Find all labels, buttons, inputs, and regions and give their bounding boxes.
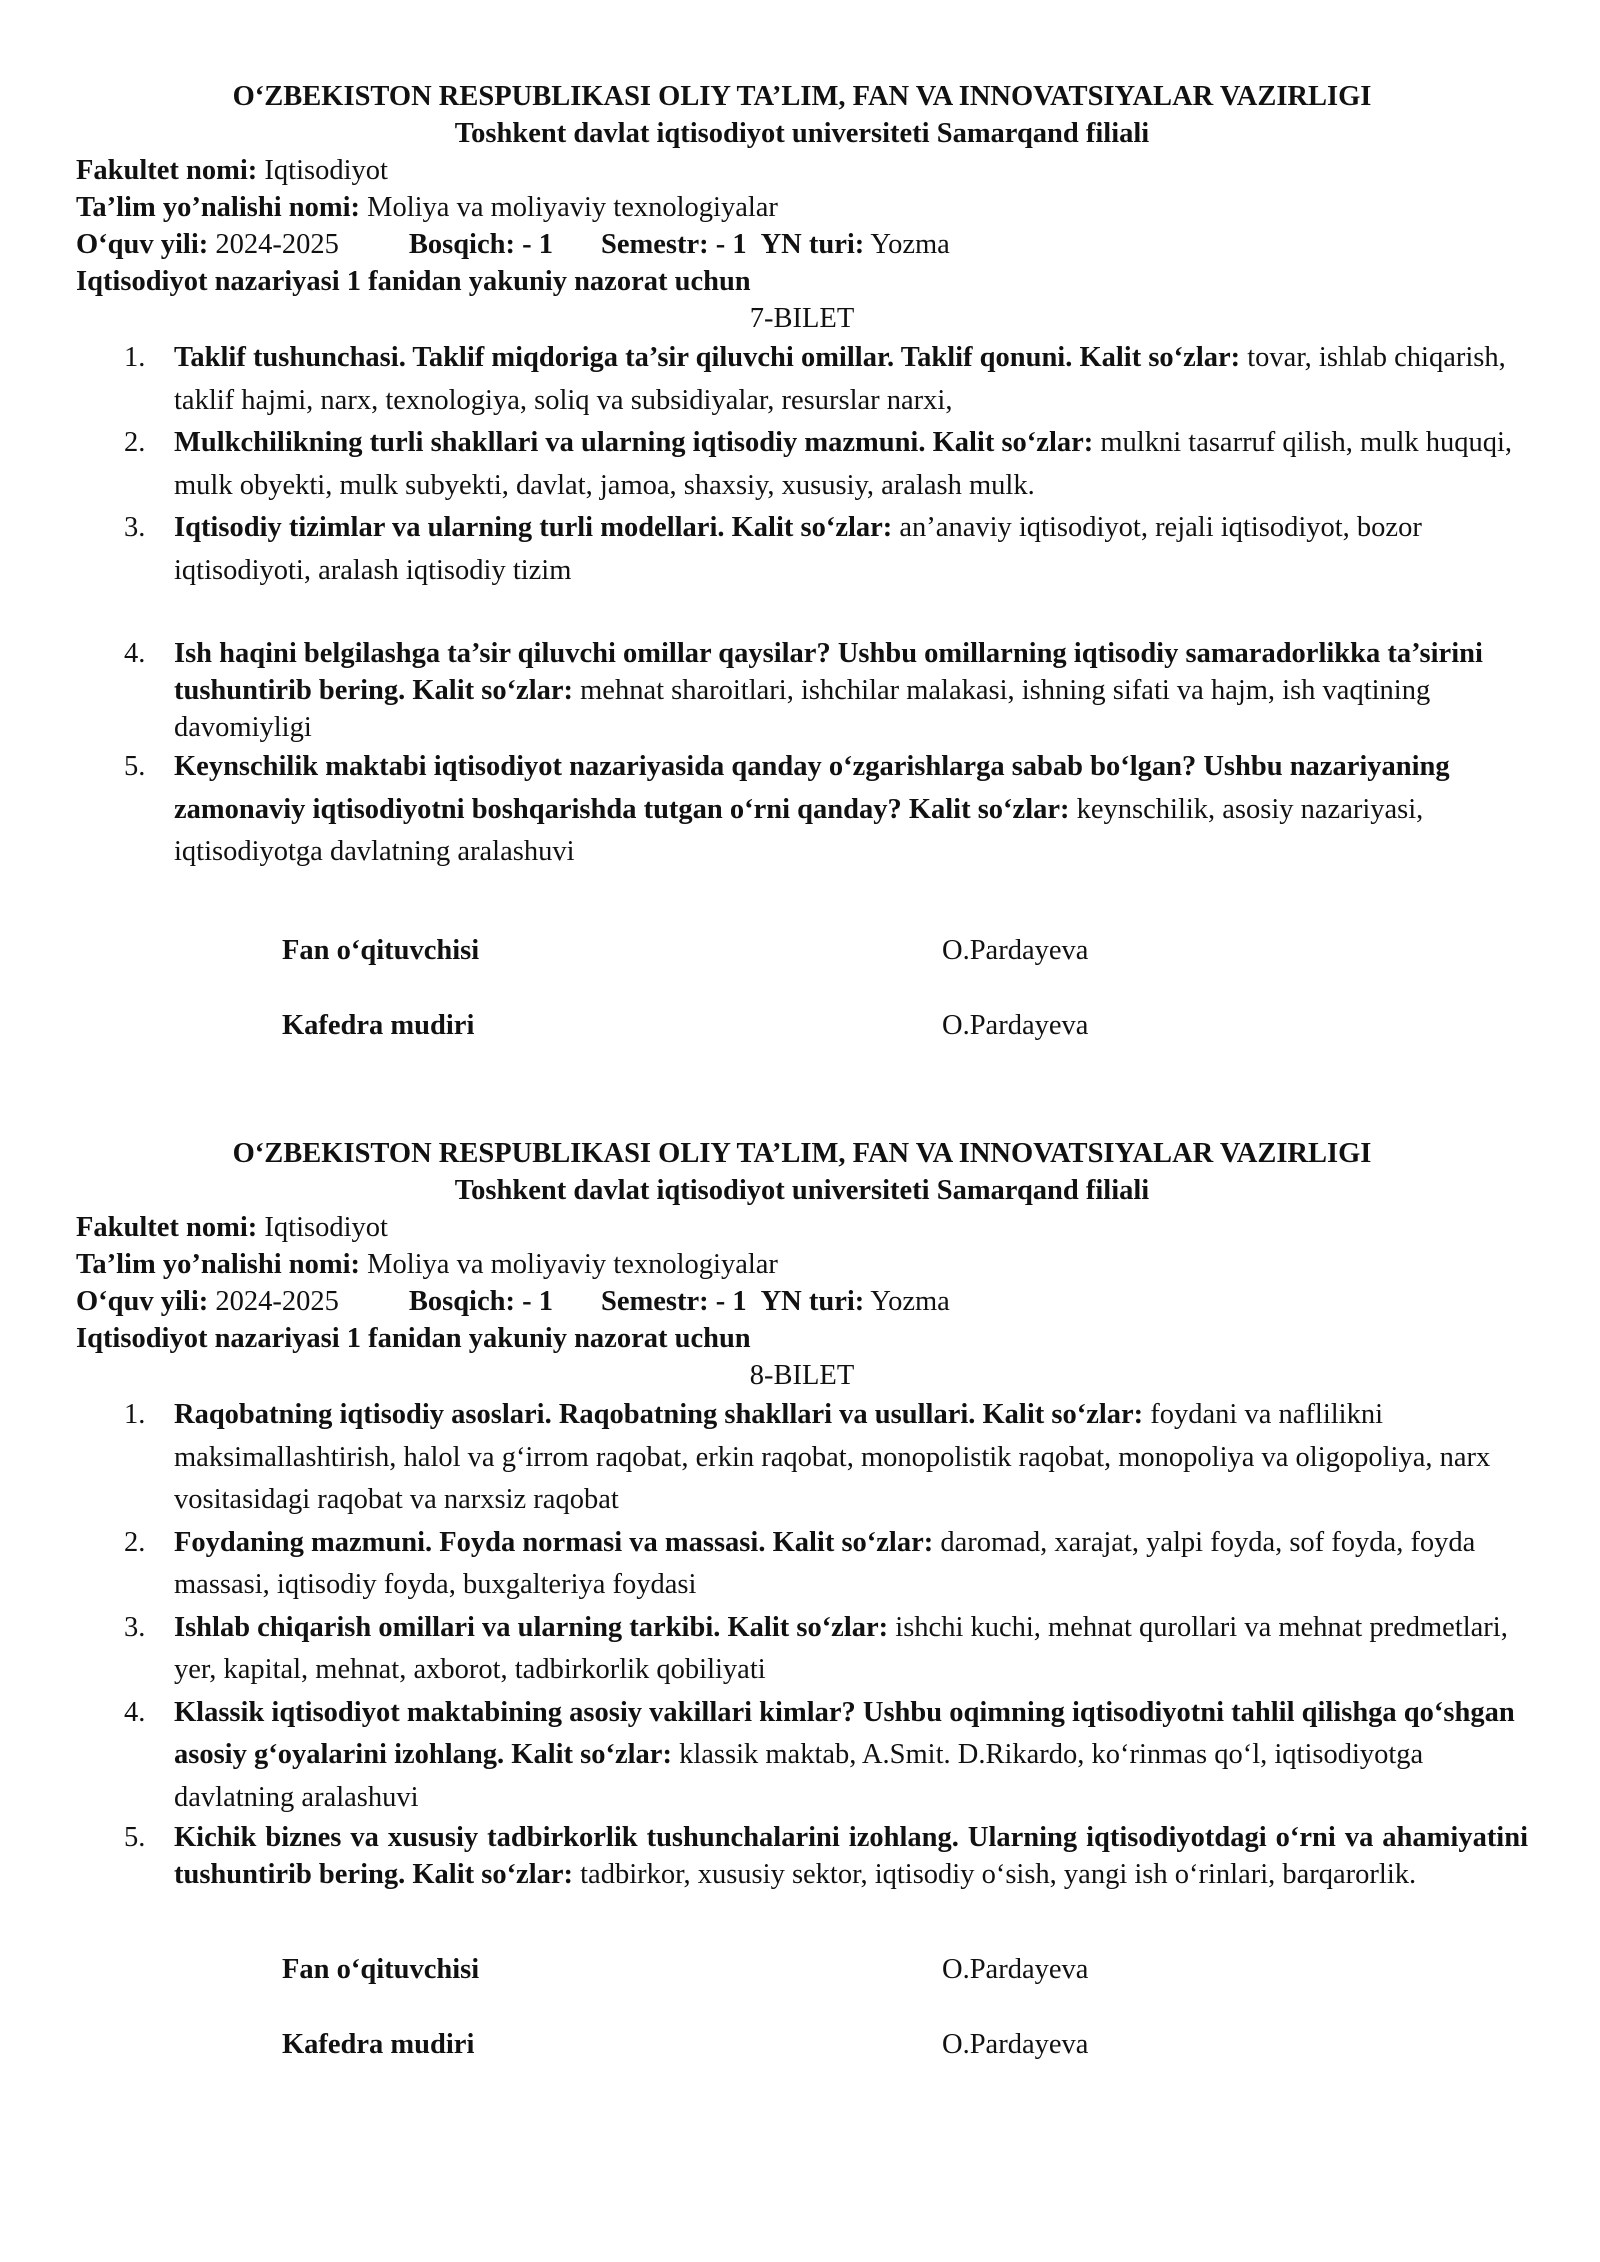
question-keywords: tovar, ishlab chiqarish, taklif hajmi, narx, texnologiya, soliq va subsidiyalar, resurslar narxi, xyxy=(174,342,1506,416)
question-list xyxy=(76,337,1528,874)
year-stage-line xyxy=(76,1283,1528,1320)
signature-row xyxy=(282,1951,1282,1991)
signature-row xyxy=(282,932,1282,972)
signature-name: O.Pardayeva xyxy=(942,2029,1089,2060)
question-keywords: daromad, xarajat, yalpi foyda, sof foyda, foyda massasi, iqtisodiy foyda, buxgalteriya foydasi xyxy=(174,1526,1476,1600)
question-item xyxy=(76,635,1528,746)
question-number: 2. xyxy=(124,427,146,458)
signature-block xyxy=(76,1951,1528,2111)
ministry-title: O‘ZBEKISTON RESPUBLIKASI OLIY TA’LIM, FAN VA INNOVATSIYALAR VAZIRLIGI xyxy=(232,1138,1372,1169)
question-title: Keynschilik maktabi iqtisodiyot nazariyasida qanday o‘zgarishlarga sabab bo‘lgan? Ushbu nazariyaning zamonaviy iqtisodiyotni boshqarishda tutgan o‘rni qanday? Kalit so‘zlar: xyxy=(174,751,1450,825)
year-label: O‘quv yili: xyxy=(76,1286,209,1317)
faculty-line xyxy=(76,1209,1528,1246)
question-title: Mulkchilikning turli shakllari va ularning iqtisodiy mazmuni. Kalit so‘zlar: xyxy=(174,427,1094,458)
ticket-number: 7-BILET xyxy=(749,303,855,334)
signature-role: Fan o‘qituvchisi xyxy=(282,934,480,966)
question-list xyxy=(76,1394,1528,1893)
question-item xyxy=(76,1819,1528,1893)
signature-name: O.Pardayeva xyxy=(942,1954,1089,1985)
question-number: 2. xyxy=(124,1526,146,1558)
question-number: 3. xyxy=(124,512,146,543)
question-item xyxy=(76,1394,1528,1522)
question-title: Ish haqini belgilashga ta’sir qiluvchi omillar qaysilar? Ushbu omillarning iqtisodiy samaradorlikka ta’sirini tushuntirib bering. Kalit so‘zlar: xyxy=(174,638,1483,706)
question-title: Raqobatning iqtisodiy asoslari. Raqobatning shakllari va usullari. Kalit so‘zlar: xyxy=(174,1399,1144,1430)
signature-role: Kafedra mudiri xyxy=(282,2029,475,2060)
stage-label: Bosqich: - 1 xyxy=(408,229,553,260)
semester-label: Semestr: - 1 xyxy=(600,229,747,260)
question-title: Kichik biznes va xususiy tadbirkorlik tushunchalarini izohlang. Ularning iqtisodiyotdagi o‘rni va ahamiyatini tushuntirib bering. Kalit so‘zlar: xyxy=(174,1822,1528,1890)
question-title: Iqtisodiy tizimlar va ularning turli modellari. Kalit so‘zlar: xyxy=(174,512,893,543)
question-number: 5. xyxy=(124,1822,146,1853)
university-name: Toshkent davlat iqtisodiyot universiteti Samarqand filiali xyxy=(454,1175,1150,1206)
direction-line xyxy=(76,1246,1528,1283)
question-title: Taklif tushunchasi. Taklif miqdoriga ta’sir qiluvchi omillar. Taklif qonuni. Kalit so‘zlar: xyxy=(174,342,1241,373)
direction-label: Ta’lim yo’nalishi nomi: xyxy=(76,1249,360,1280)
question-number: 1. xyxy=(124,1399,146,1430)
question-keywords: mulkni tasarruf qilish, mulk huquqi, mulk obyekti, mulk subyekti, davlat, jamoa, shaxsiy, xususiy, aralash mulk. xyxy=(174,427,1513,501)
ticket-number: 8-BILET xyxy=(749,1360,855,1391)
faculty-value: Iqtisodiyot xyxy=(257,1212,388,1243)
exam-type-label: YN turi: xyxy=(760,1286,865,1317)
signature-name: O.Pardayeva xyxy=(942,1009,1089,1041)
question-number: 1. xyxy=(124,342,146,373)
year-value: 2024-2025 xyxy=(208,229,339,260)
signature-role: Kafedra mudiri xyxy=(282,1009,475,1041)
question-item xyxy=(76,1522,1528,1607)
direction-label: Ta’lim yo’nalishi nomi: xyxy=(76,192,360,223)
question-keywords: foydani va naflilikni maksimallashtirish, halol va g‘irrom raqobat, erkin raqobat, monopolistik raqobat, monopoliya va oligopoliya, narx vositasidagi raqobat va narxsiz raqobat xyxy=(174,1399,1491,1515)
subject-line: Iqtisodiyot nazariyasi 1 fanidan yakuniy nazorat uchun xyxy=(76,266,751,297)
signature-row xyxy=(282,2026,1282,2066)
exam-type-value: Yozma xyxy=(864,1286,950,1317)
semester-label: Semestr: - 1 xyxy=(600,1286,747,1317)
faculty-line xyxy=(76,152,1528,189)
exam-ticket-8 xyxy=(76,1135,1528,2111)
year-label: O‘quv yili: xyxy=(76,229,209,260)
question-title: Klassik iqtisodiyot maktabining asosiy vakillari kimlar? Ushbu oqimning iqtisodiyotni tahlil qilishga qo‘shgan asosiy g‘oyalarini izohlang. Kalit so‘zlar: xyxy=(174,1696,1515,1770)
signature-block xyxy=(76,932,1528,1092)
question-item xyxy=(76,1607,1528,1692)
question-title: Foydaning mazmuni. Foyda normasi va massasi. Kalit so‘zlar: xyxy=(174,1526,934,1558)
direction-value: Moliya va moliyaviy texnologiyalar xyxy=(360,1249,778,1280)
question-number: 4. xyxy=(124,1696,146,1728)
question-number: 3. xyxy=(124,1611,146,1643)
question-item xyxy=(76,1692,1528,1820)
question-keywords: mehnat sharoitlari, ishchilar malakasi, ishning sifati va hajm, ish vaqtining davomiyligi xyxy=(174,675,1431,743)
question-item xyxy=(76,507,1528,592)
faculty-label: Fakultet nomi: xyxy=(76,1212,258,1243)
year-value: 2024-2025 xyxy=(208,1286,339,1317)
question-keywords: klassik maktab, A.Smit. D.Rikardo, ko‘rinmas qo‘l, iqtisodiyotga davlatning aralashuvi xyxy=(174,1739,1424,1813)
question-title: Ishlab chiqarish omillari va ularning tarkibi. Kalit so‘zlar: xyxy=(174,1611,889,1643)
question-keywords: ishchi kuchi, mehnat qurollari va mehnat predmetlari, yer, kapital, mehnat, axborot, tadbirkorlik qobiliyati xyxy=(174,1611,1508,1685)
question-number: 5. xyxy=(124,751,146,782)
ministry-title: O‘ZBEKISTON RESPUBLIKASI OLIY TA’LIM, FAN VA INNOVATSIYALAR VAZIRLIGI xyxy=(232,81,1372,112)
exam-type-label: YN turi: xyxy=(760,229,865,260)
year-stage-line xyxy=(76,226,1528,263)
exam-ticket-7 xyxy=(76,78,1528,1092)
faculty-value: Iqtisodiyot xyxy=(257,155,388,186)
subject-line: Iqtisodiyot nazariyasi 1 fanidan yakuniy nazorat uchun xyxy=(76,1323,751,1354)
question-item xyxy=(76,746,1528,874)
signature-row xyxy=(282,1007,1282,1047)
question-number: 4. xyxy=(124,638,146,669)
question-keywords: an’anaviy iqtisodiyot, rejali iqtisodiyot, bozor iqtisodiyoti, aralash iqtisodiy tizim xyxy=(174,512,1422,586)
question-keywords: keynschilik, asosiy nazariyasi, iqtisodiyotga davlatning aralashuvi xyxy=(174,793,1424,867)
question-keywords: tadbirkor, xususiy sektor, iqtisodiy o‘sish, yangi ish o‘rinlari, barqarorlik. xyxy=(573,1859,1417,1890)
signature-role: Fan o‘qituvchisi xyxy=(282,1954,480,1985)
stage-label: Bosqich: - 1 xyxy=(408,1286,553,1317)
direction-value: Moliya va moliyaviy texnologiyalar xyxy=(360,192,778,223)
exam-type-value: Yozma xyxy=(864,229,950,260)
signature-name: O.Pardayeva xyxy=(942,934,1089,966)
direction-line xyxy=(76,189,1528,226)
university-name: Toshkent davlat iqtisodiyot universiteti Samarqand filiali xyxy=(454,118,1150,149)
faculty-label: Fakultet nomi: xyxy=(76,155,258,186)
question-item xyxy=(76,337,1528,422)
question-item xyxy=(76,422,1528,507)
